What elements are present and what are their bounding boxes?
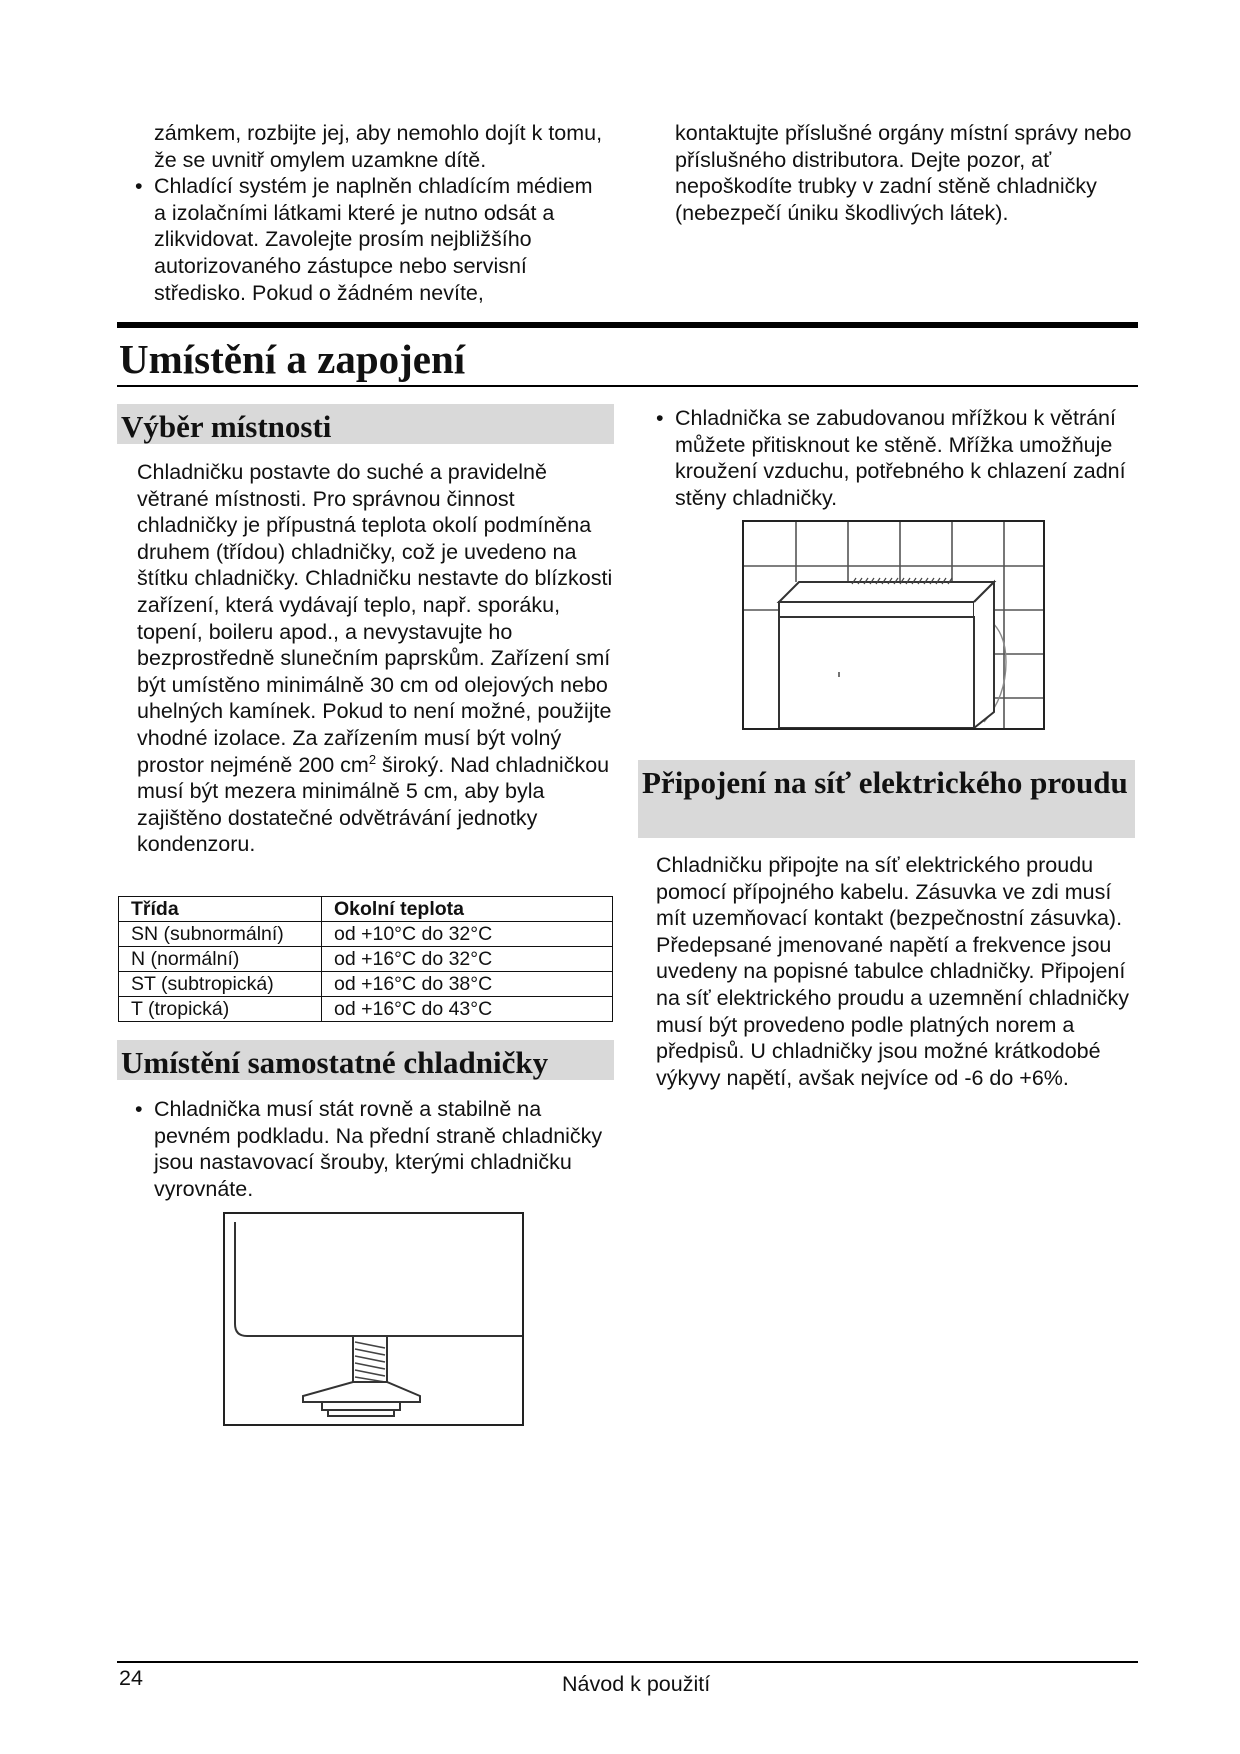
- section-bottom-rule: [117, 385, 1138, 387]
- right-bullet-block: [656, 405, 1136, 511]
- standalone-block: [135, 1096, 615, 1202]
- table-row: [119, 922, 613, 947]
- footer-rule: [117, 1661, 1138, 1663]
- table-cell: od +10°C do 32°C: [322, 922, 613, 947]
- standalone-bullet: • Chladnička musí stát rovně a stabilně na pevném podkladu. Na přední straně chladničky jsou nastavovací šrouby, kterými chladničku vyrovnáte.: [135, 1096, 615, 1202]
- leveling-foot-illustration: [225, 1214, 522, 1424]
- table-row: [119, 997, 613, 1022]
- table-row: [119, 947, 613, 972]
- table-cell: od +16°C do 32°C: [322, 947, 613, 972]
- table-header-class: Třída: [119, 897, 322, 922]
- room-heading: Výběr místnosti: [117, 404, 614, 444]
- table-cell: N (normální): [119, 947, 322, 972]
- top-left-bullet: • Chladící systém je naplněn chladícím médiem a izolačními látkami které je nutno odsát a zlikvidovat. Zavolejte prosím nejbližšího autorizovaného zástupce nebo servisní středisko. Pokud o žádném nevíte,: [135, 173, 605, 306]
- room-text-tail: široký. Nad chladničkou musí být mezera minimálně 5 cm, aby byla zajištěno dostatečné odvětrávání jednotky kondenzoru.: [137, 752, 610, 857]
- superscript-two: 2: [368, 751, 377, 767]
- room-text-block: [137, 459, 615, 858]
- top-right-block: [675, 120, 1135, 226]
- electric-text: Chladničku připojte na síť elektrického proudu pomocí přípojného kabelu. Zásuvka ve zdi musí mít uzemňovací kontakt (bezpečnostní zásuvka). Předepsané jmenované napětí a frekvence jsou uvedeny na popisné tabulce chladničky. Připojení na síť elektrického proudu a uzemnění chladničky musí být provedeno podle platných norem a předpisů. U chladničky jsou možné krátkodobé výkyvy napětí, avšak nejvíce od -6 do +6%.: [656, 853, 1129, 1090]
- table-cell: SN (subnormální): [119, 922, 322, 947]
- top-left-text: zámkem, rozbijte jej, aby nemohlo dojít k tomu, že se uvnitř omylem uzamkne dítě.: [154, 121, 603, 172]
- footer-title: Návod k použití: [562, 1672, 711, 1696]
- fridge-wall-figure: [742, 520, 1045, 730]
- electric-text-block: [656, 852, 1140, 1091]
- table-cell: ST (subtropická): [119, 972, 322, 997]
- standalone-heading: Umístění samostatné chladničky: [117, 1040, 614, 1080]
- page-number: 24: [119, 1666, 143, 1690]
- fridge-wall-illustration: [744, 522, 1043, 728]
- top-right-text: kontaktujte příslušné orgány místní správy nebo příslušného distributora. Dejte pozor, ať nepoškodíte trubky v zadní stěně chladničky (nebezpečí úniku škodlivých látek).: [675, 121, 1132, 225]
- table-header-temperature: Okolní teplota: [322, 897, 613, 922]
- table-cell: T (tropická): [119, 997, 322, 1022]
- section-top-rule: [117, 322, 1138, 328]
- climate-class-table: [118, 896, 613, 1022]
- ventilation-grille-bullet: • Chladnička se zabudovanou mřížkou k větrání můžete přitisknout ke stěně. Mřížka umožňuje kroužení vzduchu, potřebného k chlazení zadní stěny chladničky.: [656, 405, 1136, 511]
- room-text-main: Chladničku postavte do suché a pravidelně větrané místnosti. Pro správnou činnost chladničky je přípustná teplota okolí podmíněna druhem (třídou) chladničky, což je uvedeno na štítku chladničky. Chladničku nestavte do blízkosti zařízení, která vydávají teplo, např. sporáku, topení, boileru apod., a nevystavujte ho bezprostředně slunečním paprskům. Zařízení smí být umístěno minimálně 30 cm od olejových nebo uhelných kamínek. Pokud to není možné, použijte vhodné izolace. Za zařízením musí být volný prostor nejméně 200 cm: [137, 460, 613, 777]
- leveling-foot-figure: [223, 1212, 524, 1426]
- section-title: Umístění a zapojení: [119, 336, 466, 382]
- room-text: [137, 459, 615, 858]
- table-header-row: [119, 897, 613, 922]
- table-row: [119, 972, 613, 997]
- top-left-block: [135, 120, 605, 306]
- table-cell: od +16°C do 43°C: [322, 997, 613, 1022]
- electric-heading: Připojení na síť elektrického proudu: [638, 760, 1135, 838]
- table-cell: od +16°C do 38°C: [322, 972, 613, 997]
